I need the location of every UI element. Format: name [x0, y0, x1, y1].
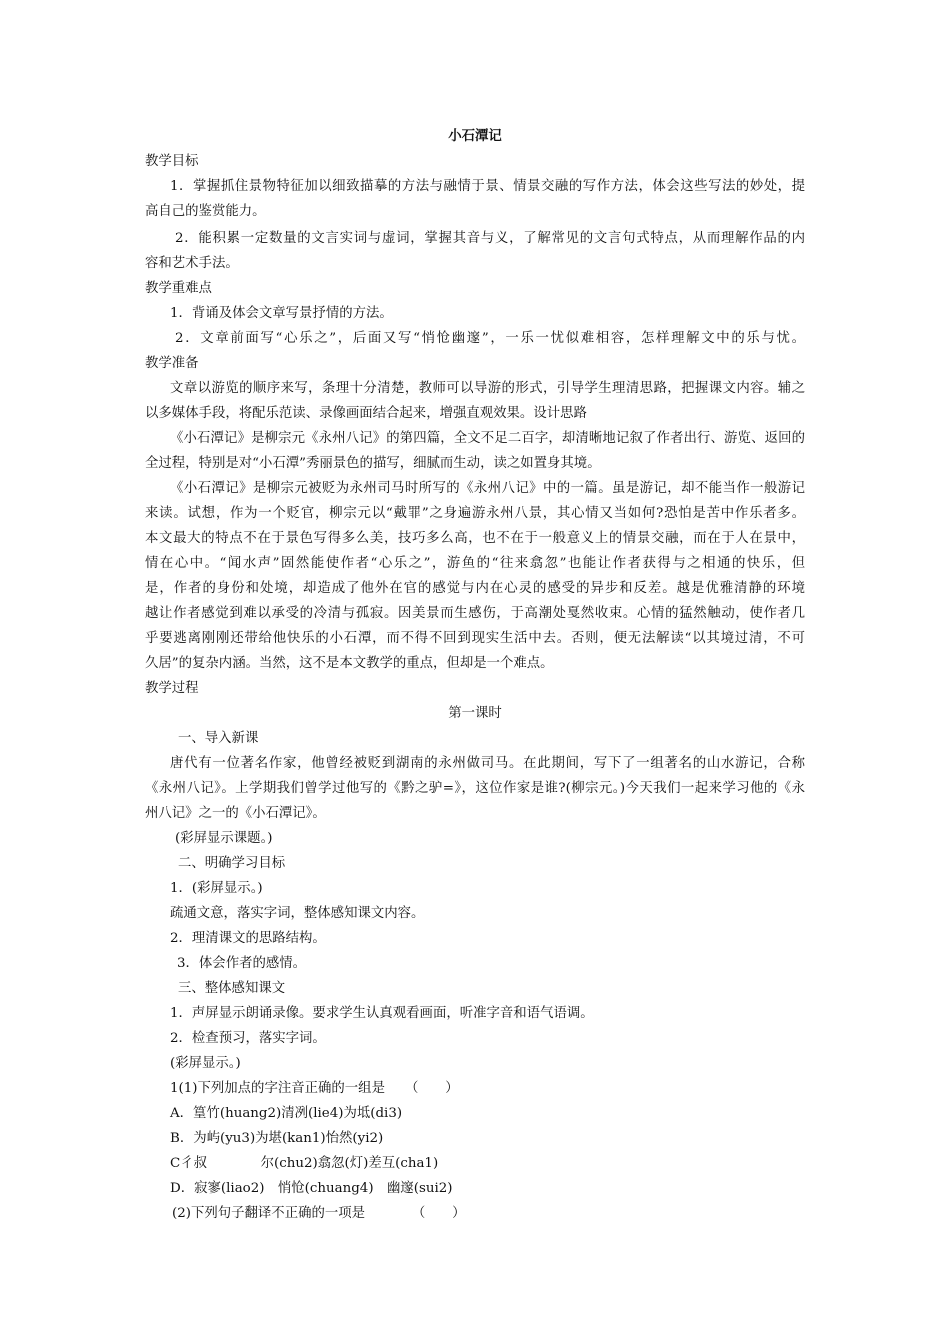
paragraph-line: 乎要逃离刚刚还带给他快乐的小石潭，而不得不回到现实生活中去。否则，便无法解读“以其境过清，不可 — [145, 631, 805, 646]
paragraph-line: 以多媒体手段，将配乐范读、录像画面结合起来，增强直观效果。设计思路 — [145, 406, 587, 421]
paragraph-line: 1．背诵及体会文章写景抒情的方法。 — [170, 306, 393, 321]
paragraph-line: 1．(彩屏显示。) — [170, 881, 263, 896]
paragraph-line: 2．能积累一定数量的文言实词与虚词，掌握其音与义，了解常见的文言句式特点，从而理解作品的内 — [175, 231, 805, 246]
paragraph-line: 2．检查预习，落实字词。 — [170, 1031, 326, 1046]
paragraph-line: (彩屏显示。) — [170, 1056, 241, 1071]
step-heading: 二、明确学习目标 — [178, 856, 286, 871]
option-line: C彳叔 尔(chu2)翕忽(灯)差互(cha1) — [170, 1156, 439, 1171]
paragraph-line: 是，作者的身份和处境，却造成了他外在官的感觉与内在心灵的感受的异步和反差。越是优雅清静的环境 — [145, 581, 805, 596]
paragraph-line: 越让作者感觉到难以承受的冷清与孤寂。因美景而生感伤，于高潮处戛然收束。心情的猛然触动，使作者几 — [145, 606, 805, 621]
paragraph-line: 全过程，特别是对“小石潭”秀丽景色的描写，细腻而生动，读之如置身其境。 — [145, 456, 601, 471]
paragraph-line: 疏通文意，落实字词，整体感知课文内容。 — [170, 906, 425, 921]
document-title: 小石潭记 — [448, 129, 502, 144]
paragraph-line: 久居”的复杂内涵。当然，这不是本文教学的重点，但却是一个难点。 — [145, 656, 554, 671]
paragraph-line: 1．掌握抓住景物特征加以细致描摹的方法与融情于景、情景交融的写作方法，体会这些写法的妙处，提 — [170, 179, 805, 194]
question-line: (2)下列句子翻译不正确的一项是 （ ） — [172, 1206, 466, 1221]
paragraph-line: 《永州八记》。上学期我们曾学过他写的《黔之驴=》，这位作家是谁?(柳宗元。)今天我们一起来学习他的《永 — [145, 781, 805, 796]
option-line: B．为屿(yu3)为堪(kan1)怡然(yi2) — [170, 1131, 384, 1146]
paragraph-line: 《小石潭记》是柳宗元被贬为永州司马时所写的《永州八记》中的一篇。虽是游记，却不能当作一般游记 — [170, 481, 805, 496]
paragraph-line: 来读。试想，作为一个贬官，柳宗元以“戴罪”之身遍游永州八景，其心情又当如何?恐怕是苦中作乐者多。 — [145, 506, 805, 521]
paragraph-line: 3．体会作者的感情。 — [177, 956, 307, 971]
paragraph-line: 高自己的鉴赏能力。 — [145, 204, 266, 219]
section-heading: 教学目标 — [145, 154, 199, 169]
paragraph-line: 容和艺术手法。 — [145, 256, 239, 271]
section-heading: 教学准备 — [145, 356, 199, 371]
paragraph-line: 情在心中。“闻水声”固然能使作者“心乐之”，游鱼的“往来翕忽”也能让作者获得与之相通的快乐，但 — [145, 556, 805, 571]
paragraph-line: 州八记》之一的《小石潭记》。 — [145, 806, 326, 821]
section-heading: 教学过程 — [145, 681, 199, 696]
paragraph-line: 唐代有一位著名作家，他曾经被贬到湖南的永州做司马。在此期间，写下了一组著名的山水游记，合称 — [170, 756, 805, 771]
question-line: 1(1)下列加点的字注音正确的一组是 （ ） — [170, 1081, 459, 1096]
step-heading: 一、导入新课 — [178, 731, 259, 746]
option-line: A．篁竹(huang2)清冽(lie4)为坻(di3) — [170, 1106, 403, 1121]
option-line: D．寂寥(liao2) 悄怆(chuang4) 幽邃(sui2) — [170, 1181, 453, 1196]
section-heading: 教学重难点 — [145, 281, 212, 296]
paragraph-line: 1．声屏显示朗诵录像。要求学生认真观看画面，听准字音和语气语调。 — [170, 1006, 594, 1021]
paragraph-line: 文章以游览的顺序来写，条理十分清楚，教师可以导游的形式，引导学生理清思路，把握课文内容。辅之 — [170, 381, 805, 396]
step-heading: 三、整体感知课文 — [178, 981, 286, 996]
lesson-heading: 第一课时 — [448, 706, 502, 721]
paragraph-line: 2．文章前面写“心乐之”，后面又写“悄怆幽邃”，一乐一忧似难相容，怎样理解文中的乐与忧。 — [175, 331, 805, 346]
paragraph-line: 2．理清课文的思路结构。 — [170, 931, 326, 946]
paragraph-line: 本文最大的特点不在于景色写得多么美，技巧多么高，也不在于一般意义上的情景交融，而在于人在景中， — [145, 531, 805, 546]
paragraph-line: (彩屏显示课题。) — [175, 831, 273, 846]
paragraph-line: 《小石潭记》是柳宗元《永州八记》的第四篇，全文不足二百字，却清晰地记叙了作者出行、游览、返回的 — [170, 431, 805, 446]
